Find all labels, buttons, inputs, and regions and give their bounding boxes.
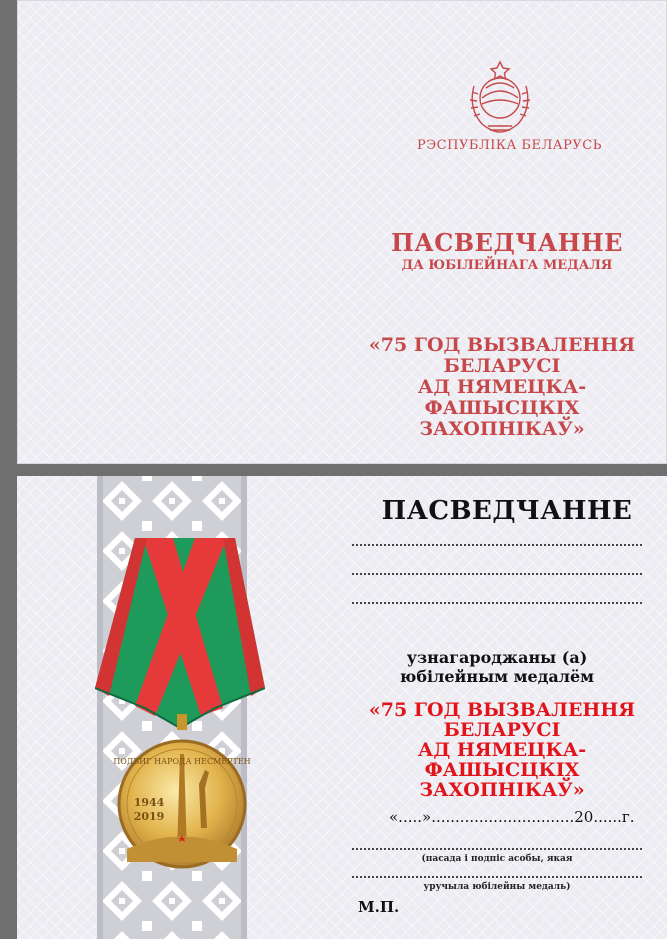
certificate-cover: [17, 0, 667, 464]
medal-inscription: ПОДВИГ НАРОДА НЕСМЕРТЕН: [113, 757, 251, 766]
republic-name: РЭСПУБЛІКА БЕЛАРУСЬ: [416, 138, 603, 153]
inside-medal-line: «75 ГОД ВЫЗВАЛЕННЯ: [368, 699, 636, 721]
cover-medal-line: БЕЛАРУСІ: [443, 355, 561, 377]
cover-medal-line: ЗАХОПНІКАЎ»: [419, 418, 585, 440]
recipient-line-1[interactable]: [352, 542, 642, 546]
medal-ribbon: [95, 538, 265, 728]
cover-medal-name: [352, 335, 652, 440]
with-medal-text: юбілейным медалём: [399, 667, 595, 686]
medal-year-2019: 2019: [133, 810, 165, 823]
signature-caption-1: (пасада і подпіс асобы, якая: [421, 854, 573, 864]
awarded-text: узнагароджаны (а): [406, 648, 588, 667]
inside-title: ПАСВЕДЧАННЕ: [381, 496, 633, 526]
coat-of-arms-emblem: [460, 58, 540, 138]
inside-medal-line: ЗАХОПНІКАЎ»: [419, 779, 585, 801]
inside-medal-line: БЕЛАРУСІ: [443, 719, 561, 741]
signature-line-2[interactable]: [352, 874, 642, 878]
cover-medal-line: «75 ГОД ВЫЗВАЛЕННЯ: [368, 334, 636, 356]
medal-image: [107, 714, 257, 874]
recipient-line-3[interactable]: [352, 600, 642, 604]
stamp-place-label: М.П.: [358, 898, 400, 916]
certificate-inside: [17, 476, 667, 939]
inside-medal-line: АД НЯМЕЦКА-ФАШЫСЦКІХ: [417, 739, 587, 781]
medal-year-1944: 1944: [133, 796, 165, 809]
recipient-line-2[interactable]: [352, 571, 642, 575]
cover-subtitle: ДА ЮБІЛЕЙНАГА МЕДАЛЯ: [401, 258, 613, 273]
date-field[interactable]: «.....»..............................20......г.: [389, 808, 635, 826]
signature-caption-2: уручыла юбілейны медаль): [423, 882, 571, 892]
cover-title: ПАСВЕДЧАННЕ: [391, 228, 623, 257]
inside-medal-name: [347, 700, 657, 800]
cover-medal-line: АД НЯМЕЦКА-ФАШЫСЦКІХ: [417, 376, 587, 419]
signature-line-1[interactable]: [352, 846, 642, 850]
